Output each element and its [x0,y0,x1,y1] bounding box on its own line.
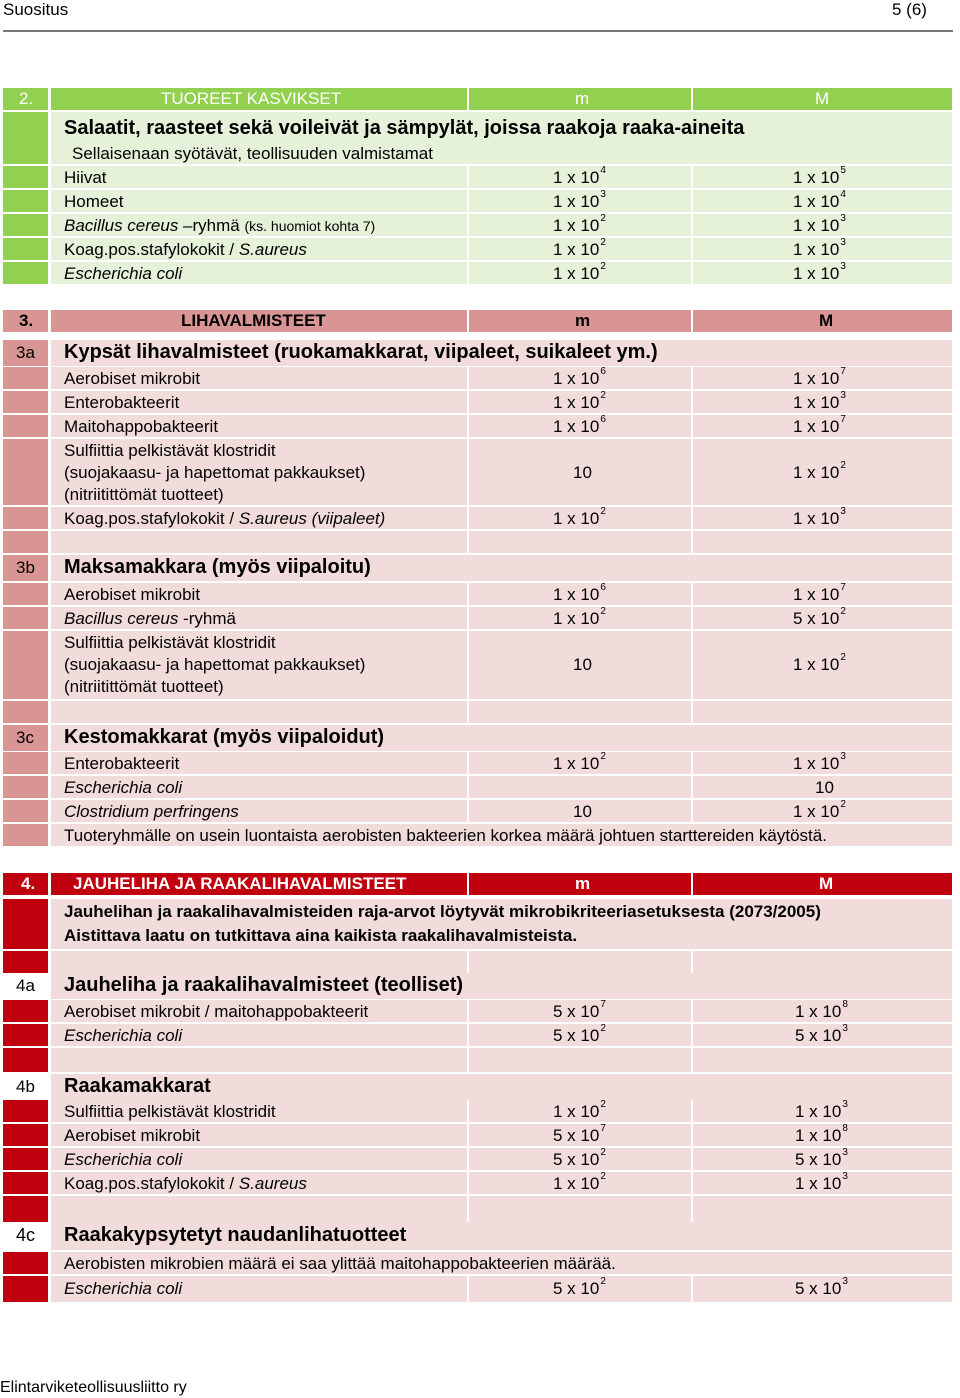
organism-name: Aerobiset mikrobit [64,1126,201,1145]
organism-name: Koag.pos.stafylokokit / [64,509,239,528]
M-value: 1 x 10 [793,264,840,283]
M-value: 1 x 10 [793,509,840,528]
m-value: 1 x 10 [553,216,600,235]
s3-m-label: m [575,311,591,330]
organism-name: Sulfiittia pelkistävät klostridit [64,633,276,652]
table-row [3,214,952,236]
m-exponent: 6 [600,582,606,593]
M-exponent: 3 [840,506,846,517]
M-exponent: 3 [840,237,846,248]
M-exponent: 4 [840,189,846,200]
note-row [3,1252,952,1274]
s2-header-row [3,88,952,110]
page-number: 5 (6) [892,0,927,19]
M-exponent: 2 [840,799,846,810]
organism-suffix: -ryhmä [178,609,236,628]
M-exponent: 3 [842,1276,848,1287]
organism-name: Sulfiittia pelkistävät klostridit [64,1102,276,1121]
M-value: 1 x 10 [793,192,840,211]
s3-header-row [3,310,952,332]
s4-num: 4. [21,874,36,893]
m-value: 1 x 10 [553,264,600,283]
table-row [3,776,952,798]
doc-type: Suositus [3,0,69,19]
M-value: 1 x 10 [795,1002,842,1021]
m-exponent: 2 [600,237,606,248]
organism-name: Escherichia coli [64,1150,183,1169]
s3c-title-row [3,725,952,751]
M-exponent: 7 [840,582,846,593]
table-row [3,1000,952,1022]
m-value: 1 x 10 [553,585,600,604]
table-row [3,439,952,505]
table-row [3,1024,952,1046]
M-value: 1 x 10 [793,393,840,412]
M-value: 1 x 10 [793,585,840,604]
m-exponent: 7 [600,999,606,1010]
m-exponent: 2 [600,261,606,272]
M-value: 1 x 10 [793,369,840,388]
m-value: 1 x 10 [553,168,600,187]
m-value: 1 x 10 [553,393,600,412]
M-exponent: 7 [840,366,846,377]
M-value: 5 x 10 [795,1026,842,1045]
organism-name: Bacillus cereus [64,216,179,235]
empty-row [3,531,952,553]
M-value: 1 x 10 [795,1126,842,1145]
table-row [3,238,952,260]
m-value: 1 x 10 [553,1174,600,1193]
organism-name: Escherichia coli [64,1026,183,1045]
m-value: 10 [573,463,592,482]
M-exponent: 3 [840,261,846,272]
m-value: 10 [573,655,592,674]
organism-condition: (suojakaasu- ja hapettomat pakkaukset) [64,655,366,674]
organism-name: Escherichia coli [64,778,183,797]
organism-name: Escherichia coli [64,1279,183,1298]
m-value: 1 x 10 [553,754,600,773]
organism-name: Sulfiittia pelkistävät klostridit [64,441,276,460]
s4-M-label: M [819,874,834,893]
table-row [3,1172,952,1194]
table-row [3,1148,952,1170]
m-exponent: 2 [600,390,606,401]
m-exponent: 6 [600,414,606,425]
m-exponent: 2 [600,506,606,517]
table-row [3,752,952,774]
table-row [3,631,952,699]
m-value: 5 x 10 [553,1026,600,1045]
M-exponent: 8 [842,999,848,1010]
group-label: 3a [16,343,35,362]
group-title: Jauheliha ja raakalihavalmisteet (teolliset) [64,974,464,996]
organism-name: Hiivat [64,168,107,187]
s2-m-label: m [575,89,590,108]
organism-condition: (nitriitittömät tuotteet) [64,677,224,696]
M-value: 1 x 10 [793,168,840,187]
m-value: 5 x 10 [553,1002,600,1021]
m-value: 1 x 10 [553,240,600,259]
m-exponent: 3 [600,189,606,200]
s3-M-label: M [819,311,834,330]
m-value: 1 x 10 [553,1102,600,1121]
group-title: Kypsät lihavalmisteet (ruokamakkarat, viipaleet, suikaleet ym.) [64,341,658,363]
group-title: Maksamakkara (myös viipaloitu) [64,556,371,578]
m-exponent: 7 [600,1123,606,1134]
organism-name: Escherichia coli [64,264,183,283]
table-row [3,607,952,629]
group-title: Kestomakkarat (myös viipaloidut) [64,726,385,748]
organism-name: Maitohappobakteerit [64,417,219,436]
M-value: 1 x 10 [793,417,840,436]
M-exponent: 2 [840,460,846,471]
M-value: 1 x 10 [795,1102,842,1121]
organism-suffix: –ryhmä [178,216,240,235]
M-value: 1 x 10 [793,754,840,773]
s4a-title-row [3,973,952,999]
M-value: 1 x 10 [793,802,840,821]
m-value: 5 x 10 [553,1279,600,1298]
organism-name: Bacillus cereus [64,609,179,628]
empty-row [3,951,952,973]
m-value: 1 x 10 [553,192,600,211]
organism-name: Homeet [64,192,124,211]
table-row [3,166,952,188]
M-value: 1 x 10 [793,655,840,674]
s2-M-label: M [815,89,830,108]
s2-group [3,112,952,164]
intro-line: Aistittava laatu on tutkittava aina kaikista raakalihavalmisteista. [64,926,578,945]
organism-condition: (suojakaasu- ja hapettomat pakkaukset) [64,463,366,482]
M-exponent: 3 [840,213,846,224]
group-label: 4c [16,1225,36,1245]
group-label: 3c [16,728,34,747]
M-exponent: 2 [840,606,846,617]
group-title: Raakakypsytetyt naudanlihatuotteet [64,1224,407,1246]
s2-group-title: Salaatit, raasteet sekä voileivät ja sämpylät, joissa raakoja raaka-aineita [64,117,745,139]
M-value: 1 x 10 [793,463,840,482]
s2-num: 2. [19,89,34,108]
table-row [3,262,952,284]
table-row [3,1124,952,1146]
M-value: 1 x 10 [793,216,840,235]
table-row [3,391,952,413]
organism-name: Aerobiset mikrobit [64,369,201,388]
m-exponent: 2 [600,606,606,617]
note: (ks. huomiot kohta 7) [244,218,376,234]
group-title: Raakamakkarat [64,1075,211,1097]
organism-name: Koag.pos.stafylokokit / [64,240,239,259]
m-exponent: 2 [600,751,606,762]
s3b-title-row [3,555,952,581]
empty-row [3,701,952,723]
M-exponent: 8 [842,1123,848,1134]
M-exponent: 2 [840,652,846,663]
M-exponent: 3 [840,751,846,762]
table-row [3,1100,952,1122]
s2-group-sub: Sellaisenaan syötävät, teollisuuden valmistamat [72,144,433,163]
header-rule [3,30,953,32]
group-note: Aerobisten mikrobien määrä ei saa ylittää maitohappobakteerien määrää. [64,1254,616,1273]
m-exponent: 2 [600,213,606,224]
organism-name: Clostridium perfringens [64,802,239,821]
table-row [3,583,952,605]
organism-species: S.aureus [238,1174,307,1193]
M-value: 5 x 10 [793,609,840,628]
m-exponent: 6 [600,366,606,377]
organism-condition: (nitriitittömät tuotteet) [64,485,224,504]
s4-intro [3,899,952,949]
M-exponent: 7 [840,414,846,425]
M-value: 1 x 10 [793,240,840,259]
organism-name: Koag.pos.stafylokokit / [64,1174,239,1193]
m-value: 1 x 10 [553,417,600,436]
M-exponent: 3 [840,390,846,401]
M-exponent: 3 [842,1147,848,1158]
s4c-title-row [3,1222,952,1250]
organism-species: S.aureus [238,509,307,528]
s4b-title-row [3,1074,952,1100]
group-label: 4b [16,1077,35,1096]
table-row [3,367,952,389]
table-row [3,415,952,437]
group-label: 4a [16,976,35,995]
page-footer: Elintarviketeollisuusliitto ry [0,1379,187,1396]
empty-row [3,1196,952,1222]
M-value: 10 [815,778,834,797]
organism-name: Aerobiset mikrobit / maitohappobakteerit [64,1002,369,1021]
s3-num: 3. [19,311,34,330]
s4-title: JAUHELIHA JA RAAKALIHAVALMISTEET [73,874,407,893]
s4-header-row [3,873,952,895]
m-exponent: 2 [600,1099,606,1110]
empty-row [3,1048,952,1072]
table-row [3,800,952,822]
organism-name: Enterobakteerit [64,393,180,412]
note-row [3,824,952,846]
table-row [3,190,952,212]
m-value: 1 x 10 [553,509,600,528]
s4-m-label: m [575,874,591,893]
organism-species: S.aureus [238,240,307,259]
m-value: 5 x 10 [553,1150,600,1169]
group-note: Tuoteryhmälle on usein luontaista aerobisten bakteerien korkea määrä johtuen starttereiden käytöstä. [64,826,827,845]
M-exponent: 5 [840,165,846,176]
m-value: 10 [573,802,592,821]
page-header [0,0,960,24]
table-row [3,1276,952,1302]
m-exponent: 2 [600,1276,606,1287]
s2-title: TUOREET KASVIKSET [161,89,342,108]
m-exponent: 4 [600,165,606,176]
m-exponent: 2 [600,1023,606,1034]
m-value: 1 x 10 [553,369,600,388]
s3-title: LIHAVALMISTEET [181,311,326,330]
group-label: 3b [16,558,35,577]
M-value: 5 x 10 [795,1279,842,1298]
m-value: 5 x 10 [553,1126,600,1145]
intro-line: Jauhelihan ja raakalihavalmisteiden raja-arvot löytyvät mikrobikriteeriasetuksesta (2073/2005) [64,902,821,921]
s3a-title-row [3,340,952,366]
organism-name: Enterobakteerit [64,754,180,773]
m-exponent: 2 [600,1147,606,1158]
M-value: 5 x 10 [795,1150,842,1169]
m-exponent: 2 [600,1171,606,1182]
m-value: 1 x 10 [553,609,600,628]
M-exponent: 3 [842,1023,848,1034]
organism-suffix: (viipaleet) [306,509,386,528]
organism-name: Aerobiset mikrobit [64,585,201,604]
M-value: 1 x 10 [795,1174,842,1193]
table-row [3,507,952,529]
M-exponent: 3 [842,1171,848,1182]
M-exponent: 3 [842,1099,848,1110]
